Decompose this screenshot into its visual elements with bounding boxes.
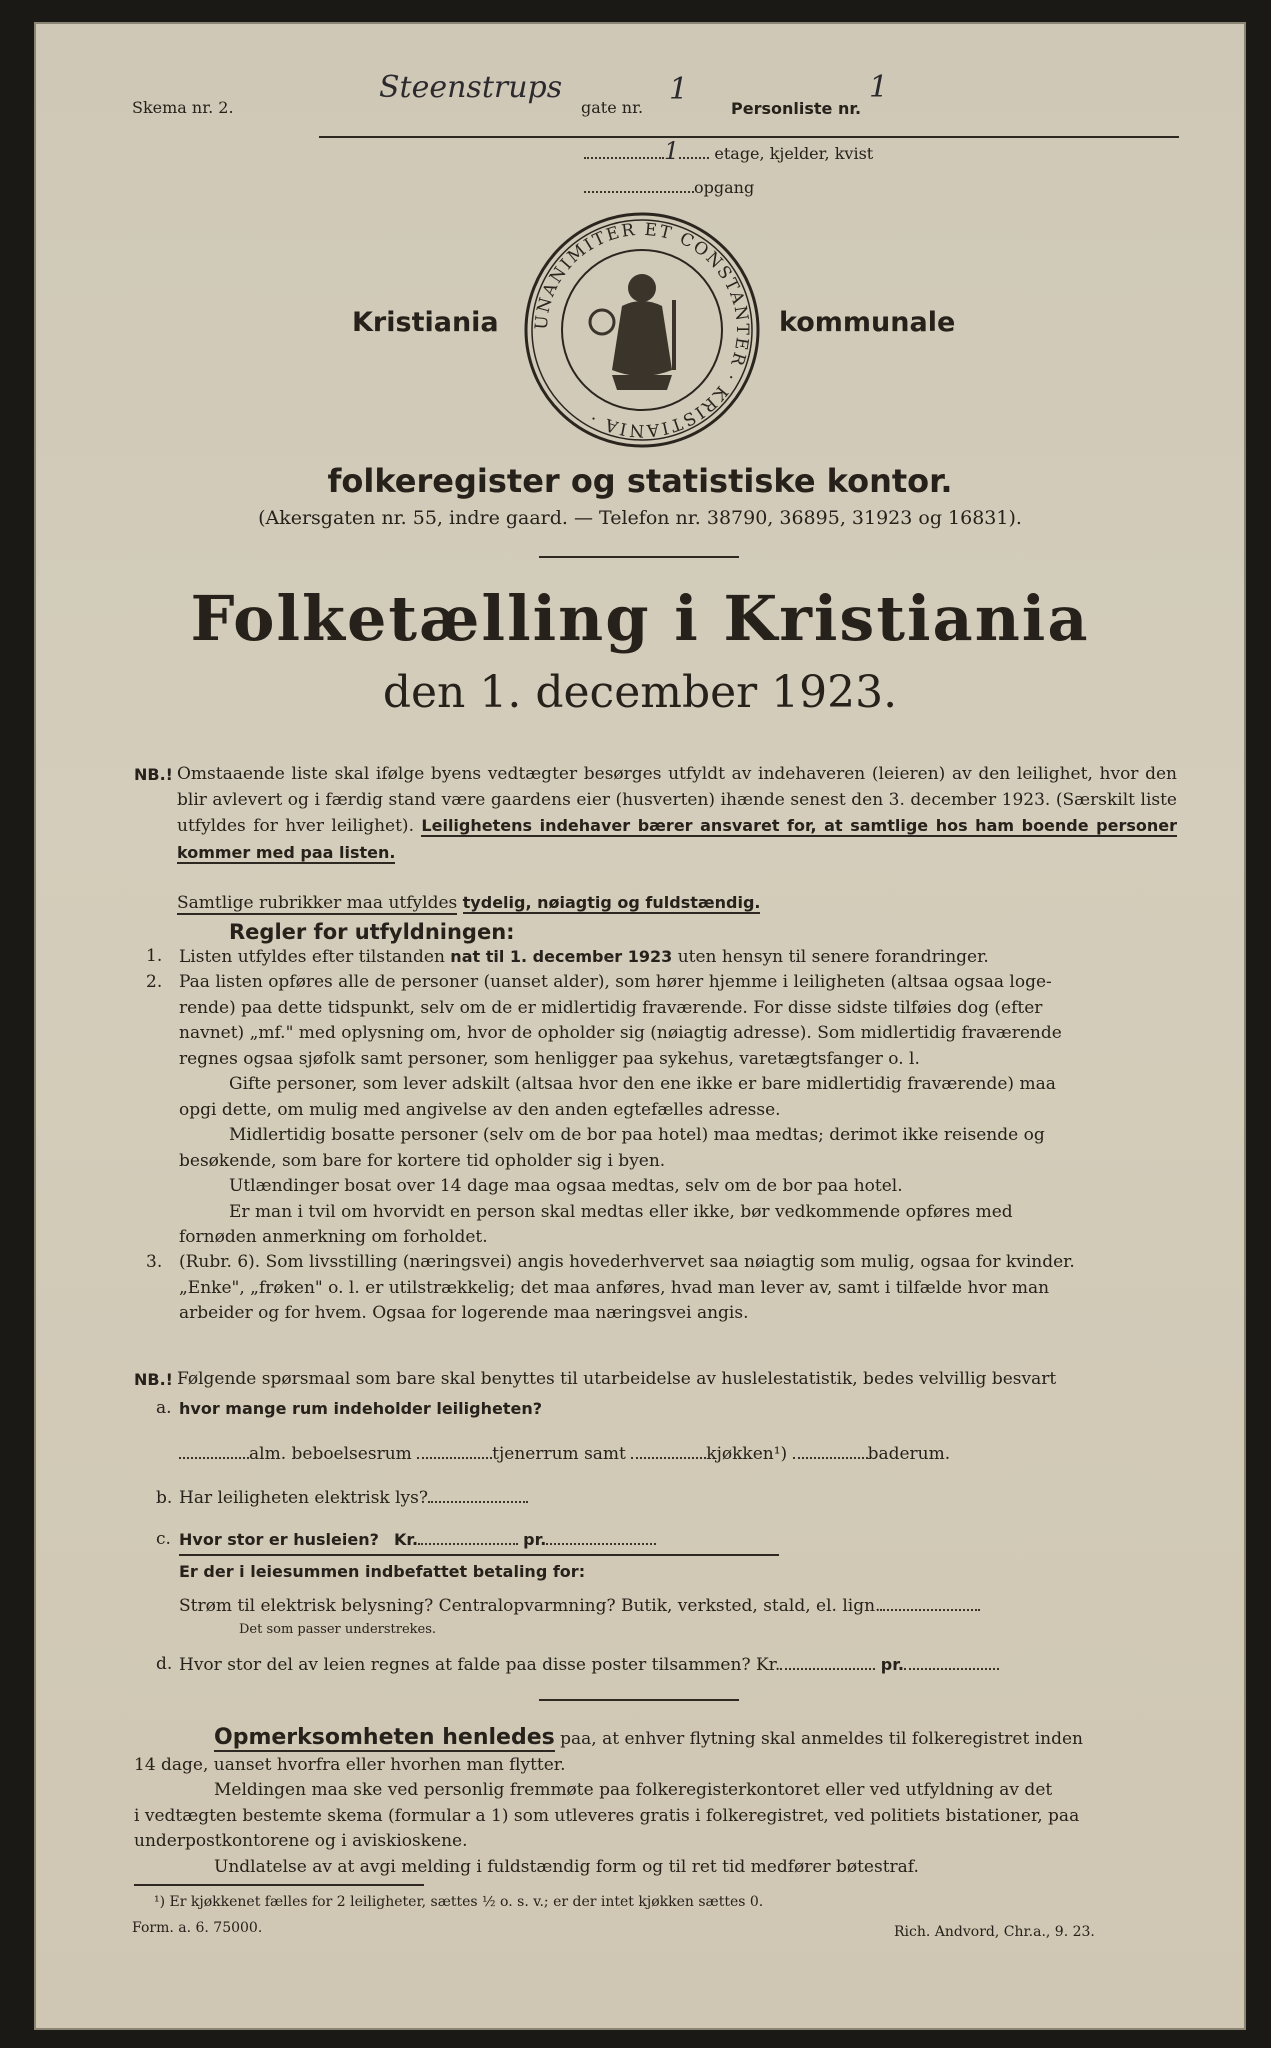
notice-line: paa, at enhver flytning skal anmeldes til folkeregistret inden: [560, 1729, 1083, 1749]
office-left-word: Kristiania: [352, 307, 499, 338]
notice-line: i vedtægten bestemte skema (formular a 1) som utleveres gratis i folkeregistret, ved politiets bistationer, paa: [134, 1805, 1080, 1826]
rent-pr-label: pr.: [523, 1530, 547, 1549]
printer-imprint: Rich. Andvord, Chr.a., 9. 23.: [894, 1924, 1095, 1940]
personliste-label: Personliste nr.: [731, 99, 862, 118]
rule2-text: [179, 970, 1179, 1251]
gate-label: gate nr.: [581, 98, 644, 117]
office-right-word: kommunale: [779, 307, 956, 338]
nb1-paragraph: [177, 762, 1177, 866]
included-items: Strøm til elektrisk belysning? Centralopvarmning? Butik, verksted, stald, el. lign.: [179, 1596, 881, 1616]
rooms-field-label: kjøkken¹): [706, 1444, 788, 1464]
rule2-line: Utlændinger bosat over 14 dage maa ogsaa medtas, selv om de bor paa hotel.: [229, 1176, 903, 1196]
nb2-b-label: b.: [156, 1488, 173, 1508]
opgang-line: [584, 178, 754, 197]
share-pr-label: pr.: [880, 1655, 904, 1674]
rule2-line: Gifte personer, som lever adskilt (altsaa hvor den ene ikke er bare midlertidig fraværende) maa: [229, 1074, 1056, 1094]
rule2-line: besøkende, som bare for kortere tid opholder sig i byen.: [179, 1150, 666, 1171]
nb2-c-subheading: Er der i leiesummen indbefattet betaling for:: [179, 1562, 586, 1581]
nb2-c-label: c.: [156, 1529, 171, 1549]
rent-question: Hvor stor er husleien?: [179, 1530, 379, 1549]
notice-heading: Opmerksomheten henledes: [214, 1725, 555, 1750]
nb2-c-list: [179, 1594, 980, 1620]
rule2-line: Paa listen opføres alle de personer (uanset alder), som hører hjemme i leiligheten (altsaa ogsaa loge-: [179, 972, 1052, 992]
rent-kr-label: Kr.: [393, 1530, 419, 1549]
nb2-b-text: Har leiligheten elektrisk lys?: [179, 1488, 428, 1508]
notice-paragraph: [134, 1725, 1179, 1880]
etage-handwritten: 1: [664, 137, 680, 165]
rule2-line: regnes ogsaa sjøfolk samt personer, som henligger paa sykehus, varetægtsfanger o. l.: [179, 1048, 920, 1069]
office-name: folkeregister og statistiske kontor.: [327, 462, 953, 500]
rooms-field-label: baderum.: [867, 1444, 951, 1464]
rule2-line: rende) paa dette tidspunkt, selv om de er midlertidig fraværende. For disse sidste tilføies dog (efter: [179, 997, 1043, 1018]
document-title: Folketælling i Kristiania: [190, 582, 1090, 655]
notice-line: 14 dage, uanset hvorfra eller hvorhen man flytter.: [134, 1754, 566, 1775]
rule3-line: arbeider og for hvem. Ogsaa for logerende maa næringsvei angis.: [179, 1303, 749, 1323]
office-address: (Akersgaten nr. 55, indre gaard. — Telefon nr. 38790, 36895, 31923 og 16831).: [258, 507, 1022, 529]
rule1-c: uten hensyn til senere forandringer.: [677, 947, 989, 967]
rule2-line: Midlertidig bosatte personer (selv om de bor paa hotel) maa medtas; derimot ikke reisende og: [229, 1125, 1045, 1145]
gate-number-handwritten: 1: [669, 72, 689, 107]
nb1-label: NB.!: [134, 765, 173, 784]
rule2-line: Er man i tvil om hvorvidt en person skal medtas eller ikke, bør vedkommende opføres med: [229, 1201, 1013, 1222]
rule3-line: (Rubr. 6). Som livsstilling (næringsvei) angis hovederhvervet saa nøiagtig som mulig, ogsaa for kvinder.: [179, 1252, 1075, 1272]
share-kr-label: Kr.: [755, 1655, 781, 1675]
nb1-text: Omstaaende liste skal ifølge byens vedtægter besørges utfyldt av indehaveren (leieren) av den leilighet, hvor den blir avlevert og i færdig stand være gaardens eier (husverten) ihænde senest den 3. december 1923. (Særskilt liste utfyldes for hver leilighet).: [177, 764, 1177, 836]
etage-label: etage, kjelder, kvist: [714, 144, 874, 163]
nb2-label: NB.!: [134, 1370, 173, 1389]
nb2-c-note: Det som passer understrekes.: [239, 1622, 437, 1637]
rule3-number: 3.: [146, 1252, 163, 1272]
svg-text:UNANIMITER ET CONSTANTER · KRI: UNANIMITER ET CONSTANTER · KRISTIANIA ·: [531, 219, 753, 441]
nb2-a-question: hvor mange rum indeholder leiligheten?: [179, 1399, 542, 1418]
street-name-handwritten: Steenstrups: [379, 70, 563, 105]
rule2-line: opgi dette, om mulig med angivelse av den anden egtefælles adresse.: [179, 1099, 781, 1120]
rule1-number: 1.: [146, 946, 163, 966]
nb1-line3-a: Samtlige rubrikker maa utfyldes: [177, 893, 458, 913]
rule3-text: [179, 1250, 1179, 1327]
rooms-fields: [179, 1442, 950, 1468]
rules-heading: Regler for utfyldningen:: [229, 920, 515, 944]
notice-line: Undlatelse av at avgi melding i fuldstændig form og til ret tid medfører bøtestraf.: [214, 1856, 919, 1877]
form-number: Form. a. 6. 75000.: [132, 1920, 263, 1936]
notice-line: Meldingen maa ske ved personlig fremmøte paa folkeregisterkontoret eller ved utfyldning av det: [214, 1780, 1053, 1800]
nb2-text: Følgende spørsmaal som bare skal benyttes til utarbeidelse av huslelestatistik, bedes velvillig besvart: [177, 1369, 1057, 1389]
rule1-b: nat til 1. december 1923: [450, 947, 673, 966]
census-form-sheet: [34, 22, 1246, 2030]
rule3-line: „Enke", „frøken" o. l. er utilstrækkelig; det maa anføres, hvad man lever av, samt i tilfælde hvor man: [179, 1277, 1050, 1298]
skema-label: Skema nr. 2.: [132, 98, 234, 117]
nb2-b-question: [179, 1486, 528, 1512]
nb2-c-question: [179, 1530, 656, 1549]
footnote: ¹) Er kjøkkenet fælles for 2 leiligheter, sættes ½ o. s. v.; er der intet kjøkken sættes 0.: [154, 1894, 764, 1910]
etage-line: [584, 137, 873, 165]
nb2-d-label: d.: [156, 1654, 173, 1674]
personliste-number-handwritten: 1: [869, 70, 889, 105]
nb1-bold-text: Leilighetens indehaver bærer ansvaret for, at samtlige hos ham boende personer kommer med paa listen.: [177, 816, 1178, 862]
document-subtitle: den 1. december 1923.: [382, 667, 898, 718]
rule1-text: [179, 944, 1179, 971]
address-line: [319, 70, 1179, 118]
city-seal: [522, 210, 762, 450]
rooms-field-label: tjenerrum samt: [492, 1444, 626, 1464]
rule1-a: Listen utfyldes efter tilstanden: [179, 947, 445, 967]
nb2-d-question: [179, 1652, 999, 1679]
rule2-line: fornøden anmerkning om forholdet.: [179, 1227, 488, 1247]
opgang-label: opgang: [694, 178, 755, 197]
nb1-line3: [177, 890, 760, 917]
rule2-line: navnet) „mf." med oplysning om, hvor de opholder sig (nøiagtig adresse). Som midlertidig fraværende: [179, 1023, 1062, 1043]
share-question: Hvor stor del av leien regnes at falde paa disse poster tilsammen?: [179, 1655, 751, 1675]
nb2-a-label: a.: [156, 1398, 172, 1418]
notice-line: underpostkontorene og i aviskioskene.: [134, 1831, 468, 1851]
rule2-number: 2.: [146, 972, 163, 992]
nb1-line3-b: tydelig, nøiagtig og fuldstændig.: [462, 893, 761, 912]
rooms-field-label: alm. beboelsesrum: [249, 1444, 412, 1464]
city-seal-image: [522, 210, 762, 450]
